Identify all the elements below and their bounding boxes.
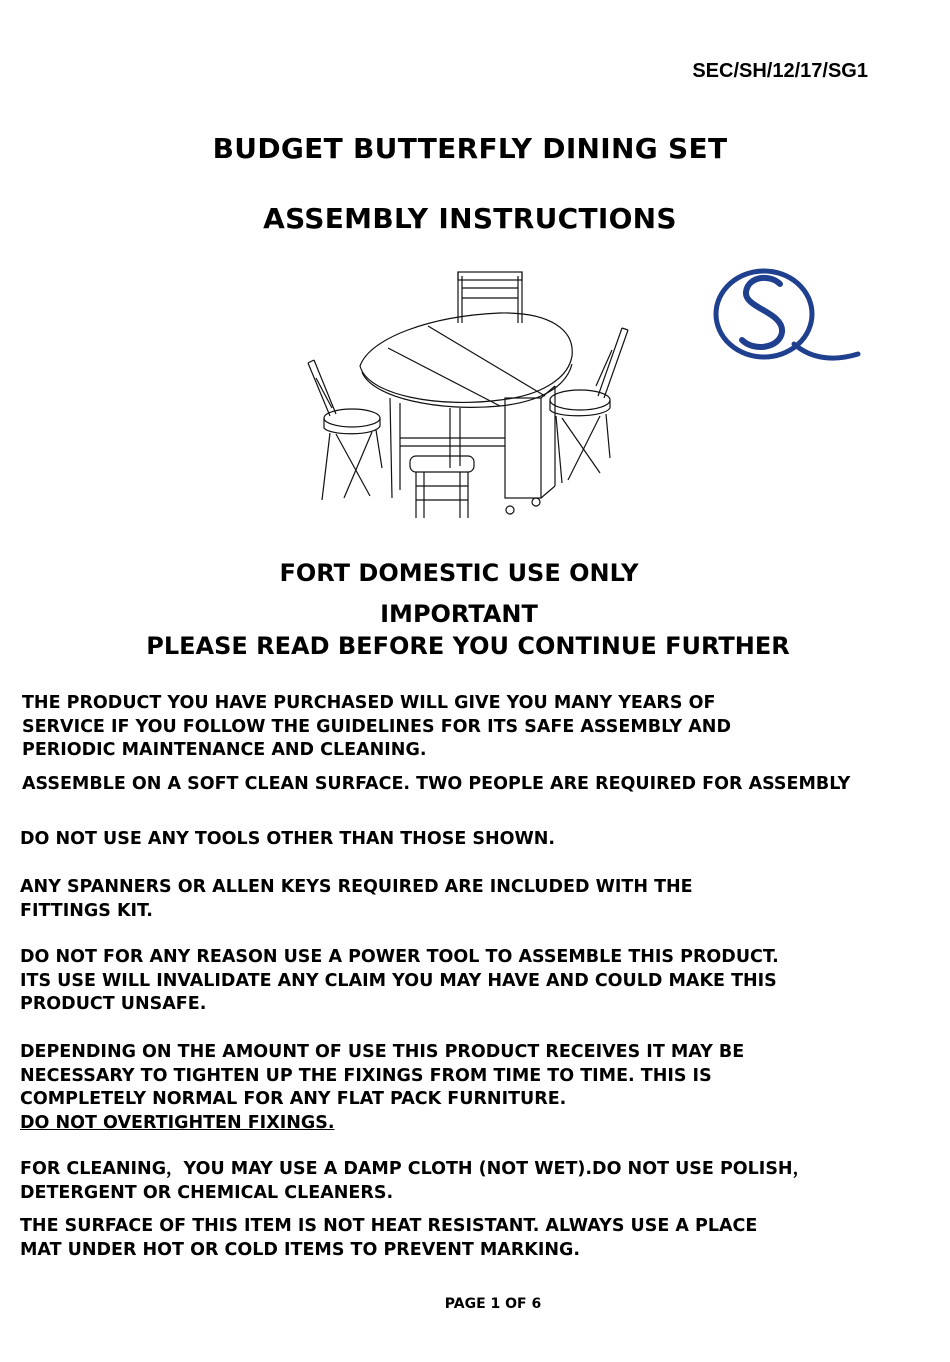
overtighten-warning: DO NOT OVERTIGHTEN FIXINGS. [20, 1112, 335, 1133]
right-chair [550, 328, 628, 483]
text-line: DO NOT USE ANY TOOLS OTHER THAN THOSE SHOWN. [20, 829, 556, 849]
paragraph-heat [20, 1215, 940, 1262]
paragraph-tighten [20, 1041, 940, 1135]
text-line: DO NOT FOR ANY REASON USE A POWER TOOL TO ASSEMBLE THIS PRODUCT. [20, 947, 779, 967]
paragraph-spanners [20, 876, 940, 923]
paragraph-power-tool [20, 946, 940, 1017]
domestic-use-notice: FORT DOMESTIC USE ONLY [279, 559, 639, 587]
document-title: BUDGET BUTTERFLY DINING SET [212, 132, 728, 165]
paragraph-cleaning [20, 1158, 940, 1205]
text-line: PRODUCT UNSAFE. [20, 994, 207, 1014]
text-line: DEPENDING ON THE AMOUNT OF USE THIS PRODUCT RECEIVES IT MAY BE [20, 1042, 745, 1062]
page-number: PAGE 1 OF 6 [444, 1296, 542, 1312]
text-line: ANY SPANNERS OR ALLEN KEYS REQUIRED ARE INCLUDED WITH THE [20, 877, 693, 897]
document-code: SEC/SH/12/17/SG1 [692, 60, 868, 82]
important-heading: IMPORTANT [380, 600, 538, 628]
front-chair [410, 456, 474, 518]
paragraph-assemble [22, 773, 942, 797]
document-subtitle: ASSEMBLY INSTRUCTIONS [263, 202, 677, 235]
text-line: ASSEMBLE ON A SOFT CLEAN SURFACE. TWO PEOPLE ARE REQUIRED FOR ASSEMBLY [22, 774, 851, 794]
dining-set-illustration [300, 268, 640, 518]
text-line: PERIODIC MAINTENANCE AND CLEANING. [22, 740, 427, 760]
text-line: NECESSARY TO TIGHTEN UP THE FIXINGS FROM TIME TO TIME. THIS IS [20, 1065, 712, 1086]
text-line: COMPLETELY NORMAL FOR ANY FLAT PACK FURNITURE. [20, 1089, 567, 1109]
read-before-heading: PLEASE READ BEFORE YOU CONTINUE FURTHER [146, 632, 790, 660]
paragraph-service [22, 692, 942, 763]
text-line: MAT UNDER HOT OR COLD ITEMS TO PREVENT MARKING. [20, 1239, 581, 1260]
text-line: DETERGENT OR CHEMICAL CLEANERS. [20, 1182, 394, 1203]
text-line: ITS USE WILL INVALIDATE ANY CLAIM YOU MAY HAVE AND COULD MAKE THIS [20, 970, 777, 991]
text-line: THE SURFACE OF THIS ITEM IS NOT HEAT RESISTANT. ALWAYS USE A PLACE [20, 1216, 758, 1236]
table-base [390, 386, 555, 514]
brand-logo [712, 262, 864, 370]
text-line: SERVICE IF YOU FOLLOW THE GUIDELINES FOR ITS SAFE ASSEMBLY AND [22, 716, 731, 737]
text-line: FITTINGS KIT. [20, 900, 153, 921]
text-line: FOR CLEANING，YOU MAY USE A DAMP CLOTH (NOT WET).DO NOT USE POLISH， [20, 1159, 811, 1179]
table-top [360, 313, 572, 407]
paragraph-tools [20, 828, 940, 852]
text-line: THE PRODUCT YOU HAVE PURCHASED WILL GIVE YOU MANY YEARS OF [22, 693, 716, 713]
